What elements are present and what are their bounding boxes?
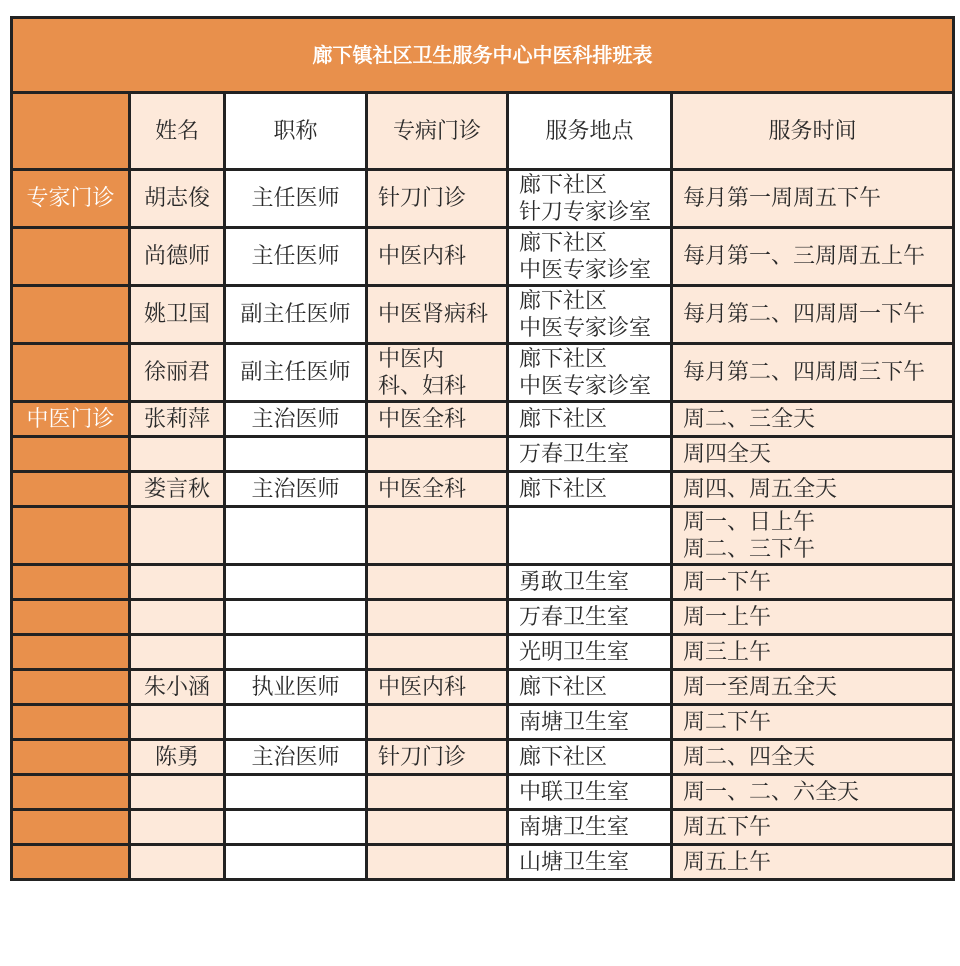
table-row: [12, 507, 954, 565]
job-title-cell: [225, 845, 367, 880]
service-time-cell: 周四、周五全天: [672, 472, 954, 507]
service-time-cell: 周五下午: [672, 810, 954, 845]
service-time-cell: 周二下午: [672, 705, 954, 740]
doctor-name-cell: [130, 565, 225, 600]
service-time-cell: 周一、日上午 周二、三下午: [672, 507, 954, 565]
job-title-cell: 主治医师: [225, 740, 367, 775]
service-time-cell: 周一下午: [672, 565, 954, 600]
table-row: [12, 402, 954, 437]
specialty-cell: [367, 507, 508, 565]
doctor-name-cell: [130, 775, 225, 810]
specialty-cell: 针刀门诊: [367, 170, 508, 228]
category-cell: 专家门诊: [12, 170, 130, 228]
header-name: 姓名: [130, 93, 225, 170]
job-title-cell: [225, 775, 367, 810]
location-cell: 山塘卫生室: [508, 845, 672, 880]
specialty-cell: [367, 437, 508, 472]
service-time-cell: 周一上午: [672, 600, 954, 635]
job-title-cell: [225, 565, 367, 600]
location-cell: 万春卫生室: [508, 600, 672, 635]
doctor-name-cell: [130, 507, 225, 565]
job-title-cell: 副主任医师: [225, 286, 367, 344]
category-cell: [12, 670, 130, 705]
job-title-cell: [225, 600, 367, 635]
job-title-cell: [225, 705, 367, 740]
category-cell: [12, 845, 130, 880]
specialty-cell: 中医内科: [367, 228, 508, 286]
specialty-cell: 中医全科: [367, 472, 508, 507]
doctor-name-cell: 娄言秋: [130, 472, 225, 507]
location-cell: 廊下社区 中医专家诊室: [508, 344, 672, 402]
service-time-cell: 周三上午: [672, 635, 954, 670]
table-row: [12, 775, 954, 810]
location-cell: 中联卫生室: [508, 775, 672, 810]
category-cell: [12, 775, 130, 810]
location-cell: 廊下社区: [508, 472, 672, 507]
job-title-cell: 主治医师: [225, 402, 367, 437]
location-cell: 勇敢卫生室: [508, 565, 672, 600]
header-title: 职称: [225, 93, 367, 170]
table-row: [12, 472, 954, 507]
schedule-table: [10, 16, 955, 881]
header-category-cell: [12, 93, 130, 170]
specialty-cell: [367, 565, 508, 600]
category-cell: [12, 437, 130, 472]
location-cell: 南塘卫生室: [508, 810, 672, 845]
doctor-name-cell: [130, 810, 225, 845]
location-cell: 廊下社区 针刀专家诊室: [508, 170, 672, 228]
service-time-cell: 周五上午: [672, 845, 954, 880]
table-row: [12, 810, 954, 845]
service-time-cell: 每月第一、三周周五上午: [672, 228, 954, 286]
doctor-name-cell: 尚德师: [130, 228, 225, 286]
table-row: [12, 170, 954, 228]
doctor-name-cell: [130, 635, 225, 670]
doctor-name-cell: 陈勇: [130, 740, 225, 775]
service-time-cell: 每月第二、四周周一下午: [672, 286, 954, 344]
service-time-cell: 周四全天: [672, 437, 954, 472]
doctor-name-cell: [130, 845, 225, 880]
job-title-cell: 主治医师: [225, 472, 367, 507]
category-cell: [12, 810, 130, 845]
location-cell: 廊下社区: [508, 670, 672, 705]
specialty-cell: 中医内科: [367, 670, 508, 705]
service-time-cell: 周一、二、六全天: [672, 775, 954, 810]
doctor-name-cell: [130, 705, 225, 740]
job-title-cell: [225, 810, 367, 845]
location-cell: 南塘卫生室: [508, 705, 672, 740]
job-title-cell: 副主任医师: [225, 344, 367, 402]
header-specialty: 专病门诊: [367, 93, 508, 170]
category-cell: [12, 286, 130, 344]
specialty-cell: [367, 635, 508, 670]
table-row: [12, 565, 954, 600]
service-time-cell: 周二、四全天: [672, 740, 954, 775]
job-title-cell: [225, 507, 367, 565]
service-time-cell: 每月第一周周五下午: [672, 170, 954, 228]
table-row: [12, 705, 954, 740]
table-row: [12, 740, 954, 775]
specialty-cell: 中医肾病科: [367, 286, 508, 344]
doctor-name-cell: 徐丽君: [130, 344, 225, 402]
specialty-cell: 中医全科: [367, 402, 508, 437]
location-cell: 廊下社区: [508, 402, 672, 437]
service-time-cell: 每月第二、四周周三下午: [672, 344, 954, 402]
location-cell: 光明卫生室: [508, 635, 672, 670]
category-cell: [12, 635, 130, 670]
doctor-name-cell: 朱小涵: [130, 670, 225, 705]
category-cell: [12, 472, 130, 507]
location-cell: 万春卫生室: [508, 437, 672, 472]
table-row: [12, 845, 954, 880]
category-cell: [12, 228, 130, 286]
doctor-name-cell: 胡志俊: [130, 170, 225, 228]
table-row: [12, 635, 954, 670]
location-cell: 廊下社区: [508, 740, 672, 775]
table-row: [12, 437, 954, 472]
specialty-cell: 针刀门诊: [367, 740, 508, 775]
specialty-cell: [367, 705, 508, 740]
table-row: [12, 344, 954, 402]
table-row: [12, 286, 954, 344]
header-time: 服务时间: [672, 93, 954, 170]
table-row: [12, 600, 954, 635]
specialty-cell: [367, 775, 508, 810]
location-cell: [508, 507, 672, 565]
category-cell: [12, 344, 130, 402]
category-cell: [12, 705, 130, 740]
specialty-cell: 中医内 科、妇科: [367, 344, 508, 402]
table-row: [12, 228, 954, 286]
job-title-cell: 主任医师: [225, 228, 367, 286]
doctor-name-cell: 张莉萍: [130, 402, 225, 437]
service-time-cell: 周二、三全天: [672, 402, 954, 437]
table-title: 廊下镇社区卫生服务中心中医科排班表: [12, 18, 954, 93]
doctor-name-cell: 姚卫国: [130, 286, 225, 344]
doctor-name-cell: [130, 437, 225, 472]
category-cell: [12, 507, 130, 565]
category-cell: [12, 565, 130, 600]
category-cell: [12, 600, 130, 635]
job-title-cell: 执业医师: [225, 670, 367, 705]
location-cell: 廊下社区 中医专家诊室: [508, 228, 672, 286]
job-title-cell: [225, 437, 367, 472]
table-row: [12, 670, 954, 705]
category-cell: 中医门诊: [12, 402, 130, 437]
category-cell: [12, 740, 130, 775]
specialty-cell: [367, 600, 508, 635]
specialty-cell: [367, 810, 508, 845]
specialty-cell: [367, 845, 508, 880]
job-title-cell: [225, 635, 367, 670]
location-cell: 廊下社区 中医专家诊室: [508, 286, 672, 344]
doctor-name-cell: [130, 600, 225, 635]
job-title-cell: 主任医师: [225, 170, 367, 228]
header-location: 服务地点: [508, 93, 672, 170]
service-time-cell: 周一至周五全天: [672, 670, 954, 705]
